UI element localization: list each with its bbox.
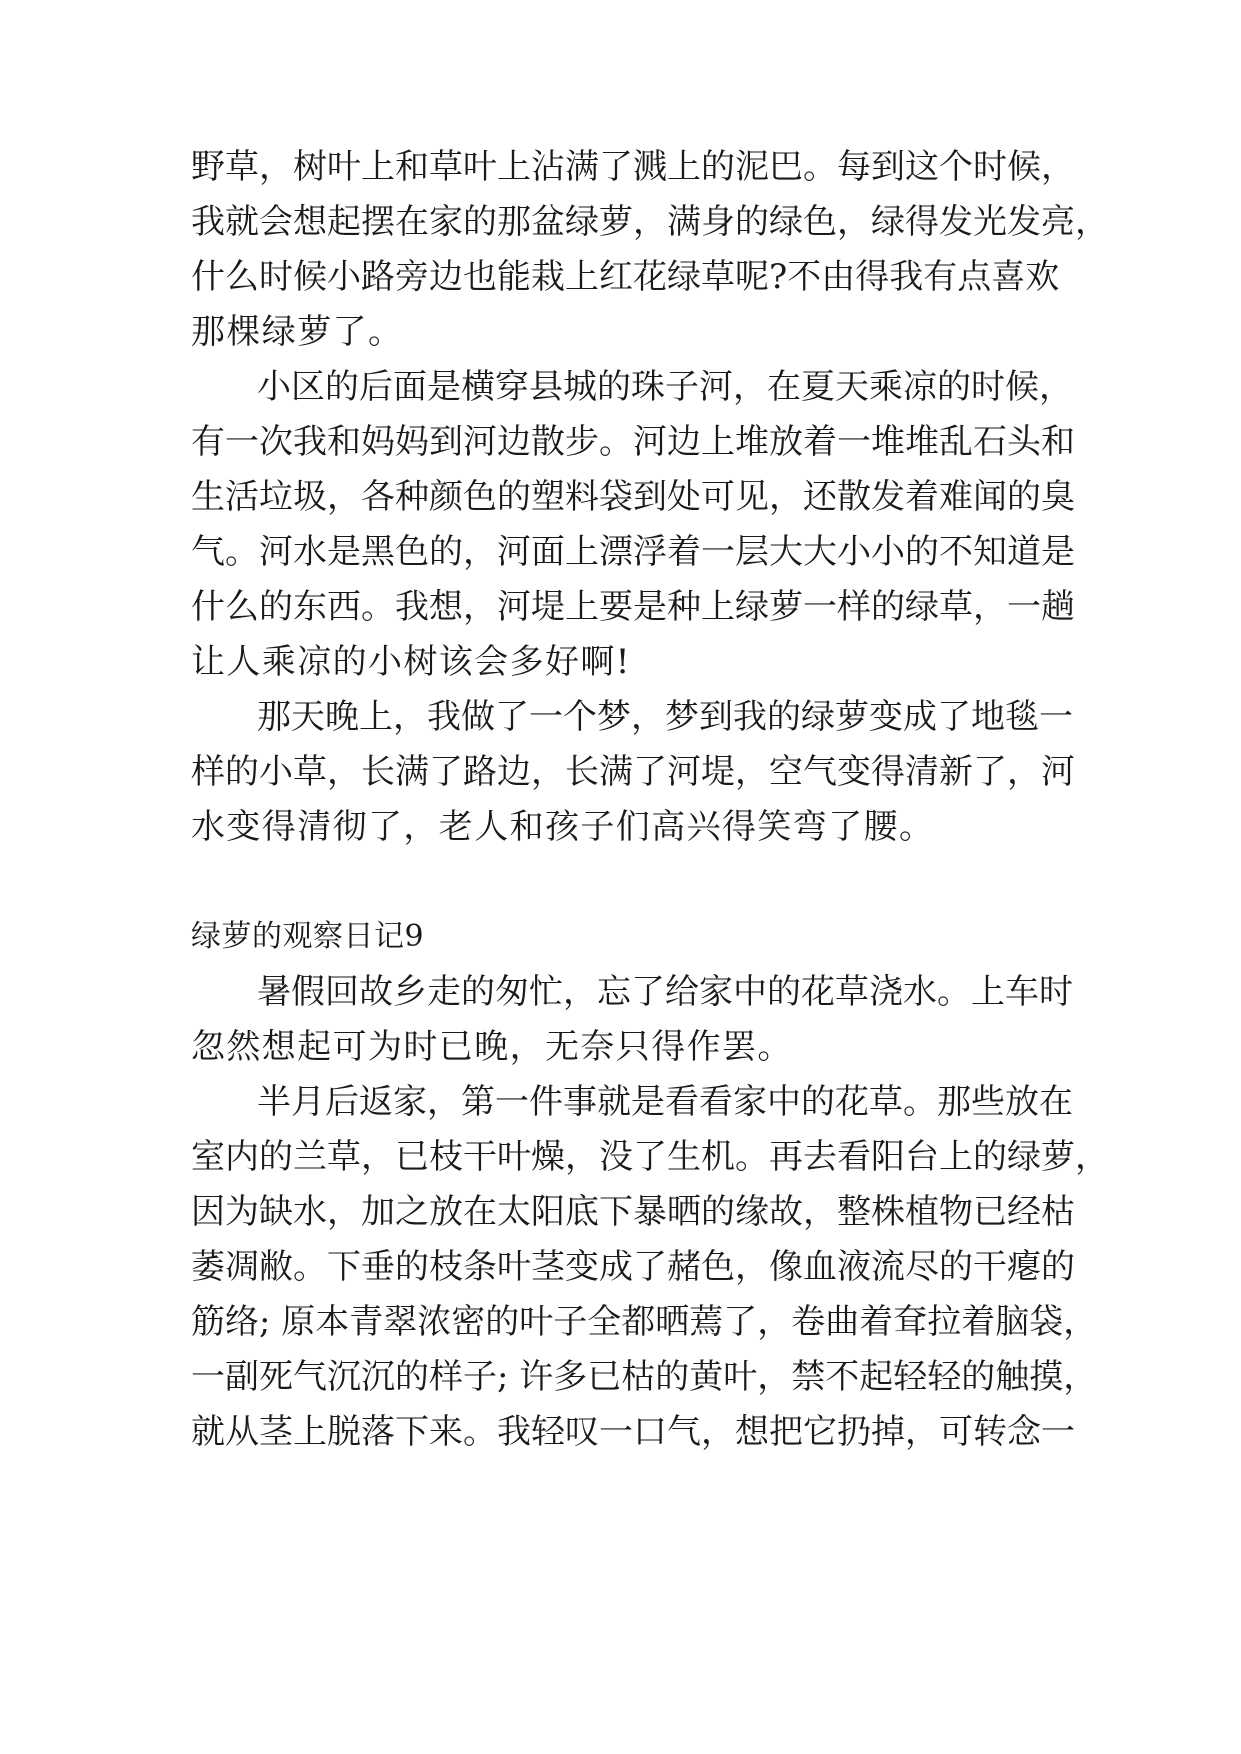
paragraph-line: 有一次我和妈妈到河边散步。河边上堆放着一堆堆乱石头和 — [191, 422, 1075, 462]
paragraph-line: 那天晚上，我做了一个梦，梦到我的绿萝变成了地毯一 — [257, 697, 1073, 737]
paragraph-line: 小区的后面是横穿县城的珠子河，在夏天乘凉的时候， — [257, 367, 1073, 407]
paragraph-line: 生活垃圾，各种颜色的塑料袋到处可见，还散发着难闻的臭 — [191, 477, 1075, 517]
paragraph-line: 让人乘凉的小树该会多好啊! — [191, 642, 631, 682]
paragraph-line: 萎凋敝。下垂的枝条叶茎变成了赭色，像血液流尽的干瘪的 — [191, 1247, 1075, 1287]
paragraph-line: 那棵绿萝了。 — [191, 312, 404, 352]
paragraph-line: 忽然想起可为时已晚，无奈只得作罢。 — [191, 1027, 793, 1067]
paragraph-line: 因为缺水，加之放在太阳底下暴晒的缘故，整株植物已经枯 — [191, 1192, 1075, 1232]
paragraph-line: 半月后返家，第一件事就是看看家中的花草。那些放在 — [257, 1082, 1073, 1122]
paragraph-line: 我就会想起摆在家的那盆绿萝，满身的绿色，绿得发光发亮， — [191, 202, 1109, 242]
paragraph-line: 就从茎上脱落下来。我轻叹一口气，想把它扔掉，可转念一 — [191, 1412, 1075, 1452]
paragraph-line: 水变得清彻了，老人和孩子们高兴得笑弯了腰。 — [191, 807, 935, 847]
section-title: 绿萝的观察日记9 — [191, 919, 425, 954]
paragraph-line: 什么的东西。我想，河堤上要是种上绿萝一样的绿草，一趟 — [191, 587, 1075, 627]
paragraph-line: 样的小草，长满了路边，长满了河堤，空气变得清新了，河 — [191, 752, 1075, 792]
paragraph-line: 室内的兰草，已枝干叶燥，没了生机。再去看阳台上的绿萝， — [191, 1137, 1109, 1177]
paragraph-line: 暑假回故乡走的匆忙，忘了给家中的花草浇水。上车时 — [257, 972, 1073, 1012]
paragraph-line: 筋络; 原本青翠浓密的叶子全都晒蔫了，卷曲着耷拉着脑袋， — [191, 1302, 1098, 1342]
paragraph-line: 什么时候小路旁边也能栽上红花绿草呢?不由得我有点喜欢 — [191, 257, 1060, 297]
paragraph-line: 一副死气沉沉的样子; 许多已枯的黄叶，禁不起轻轻的触摸， — [191, 1357, 1098, 1397]
paragraph-line: 野草，树叶上和草叶上沾满了溅上的泥巴。每到这个时候， — [191, 147, 1075, 187]
paragraph-line: 气。河水是黑色的，河面上漂浮着一层大大小小的不知道是 — [191, 532, 1075, 572]
